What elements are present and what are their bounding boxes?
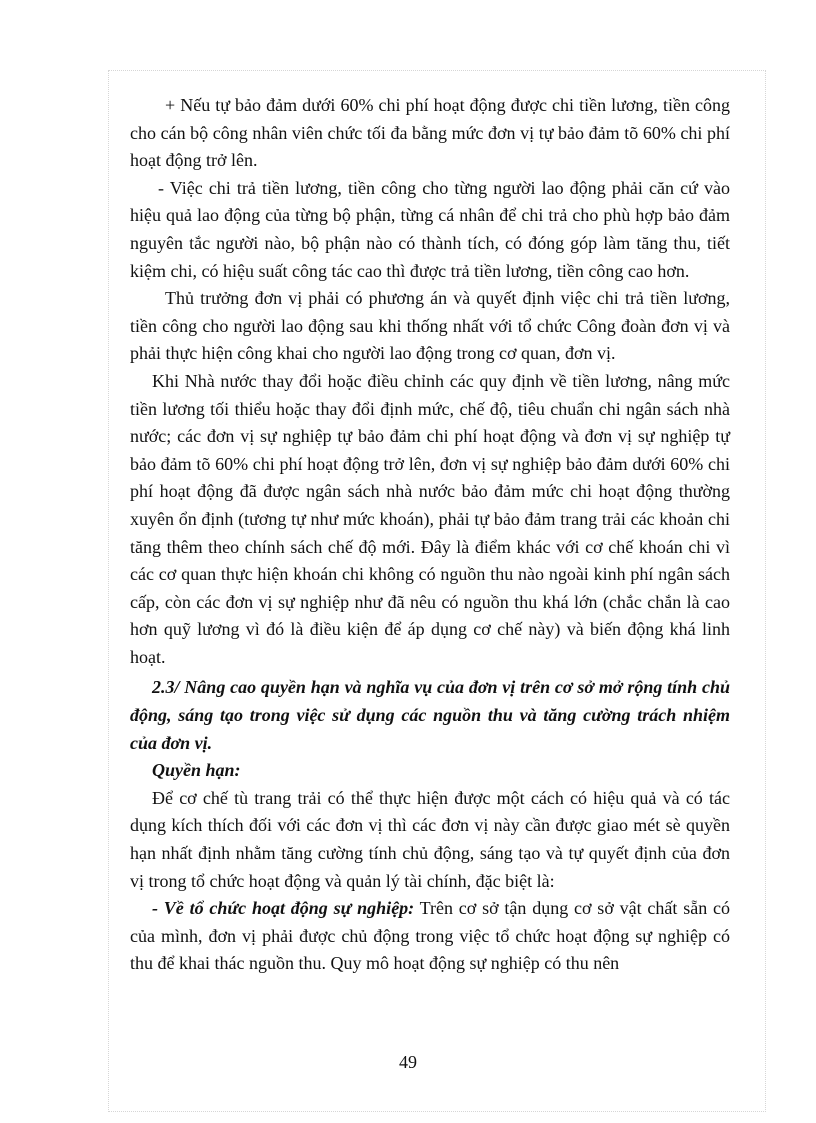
document-page — [130, 92, 730, 978]
operations-lead: - Về tổ chức hoạt động sự nghiệp: — [152, 898, 415, 919]
subheading-rights: Quyền hạn: — [152, 760, 241, 781]
paragraph-head-of-unit: Thủ trưởng đơn vị phải có phương án và quyết định việc chi trả tiền lương, tiền công cho người lao động sau khi thống nhất với tổ chức Công đoàn đơn vị và phải thực hiện công khai cho người lao động trong cơ quan, đơn vị. — [130, 288, 730, 364]
page-number: 49 — [399, 1052, 417, 1072]
operations-text: Trên cơ sở tận dụng cơ sở vật chất sẵn có của mình, đơn vị phải được chủ động trong việc tổ chức hoạt động sự nghiệp có thu để khai thác nguồn thu. Quy mô hoạt động sự nghiệp có thu nên — [130, 898, 730, 974]
paragraph-salary-payment: - Việc chi trả tiền lương, tiền công cho từng người lao động phải căn cứ vào hiệu quả lao động của từng bộ phận, từng cá nhân để chi trả cho phù hợp bảo đảm nguyên tắc người nào, bộ phận nào có thành tích, có đóng góp làm tăng thu, tiết kiệm chi, có hiệu suất công tác cao thì được trả tiền lương, tiền công cao hơn. — [130, 177, 730, 281]
section-heading: 2.3/ Nâng cao quyền hạn và nghĩa vụ của đơn vị trên cơ sở mở rộng tính chủ động, sáng tạo trong việc sử dụng các nguồn thu và tăng cường trách nhiệm của đơn vị. — [130, 677, 730, 753]
paragraph-salary-under-60: + Nếu tự bảo đảm dưới 60% chi phí hoạt động được chi tiền lương, tiền công cho cán bộ công nhân viên chức tối đa bằng mức đơn vị tự bảo đảm tõ 60% chi phí hoạt động trở lên. — [130, 95, 730, 171]
paragraph-rights: Để cơ chế tù trang trải có thể thực hiện được một cách có hiệu quả và có tác dụng kích thích đối với các đơn vị thì các đơn vị này cần được giao mét sè quyền hạn nhất định nhằm tăng cường tính chủ động, sáng tạo và tự quyết định của đơn vị trong tổ chức hoạt động và quản lý tài chính, đặc biệt là: — [130, 787, 730, 891]
paragraph-operations — [130, 895, 730, 978]
paragraph-state-changes: Khi Nhà nước thay đổi hoặc điều chỉnh các quy định về tiền lương, nâng mức tiền lương tối thiểu hoặc thay đổi định mức, chế độ, tiêu chuẩn chi ngân sách nhà nước; các đơn vị sự nghiệp tự bảo đảm chi phí hoạt động và đơn vị sự nghiệp tự bảo đảm tõ 60% chi phí hoạt động trở lên, đơn vị sự nghiệp bảo đảm dưới 60% chi phí hoạt động đã được ngân sách nhà nước bảo đảm mức chi hoạt động thường xuyên ổn định (tương tự như mức khoán), phải tự bảo đảm trang trải các khoản chi tăng thêm theo chính sách chế độ mới. Đây là điểm khác với cơ chế khoán chi vì các cơ quan thực hiện khoán chi không có nguồn thu nào ngoài kinh phí ngân sách cấp, còn các đơn vị sự nghiệp như đã nêu có nguồn thu khá lớn (chắc chắn là cao hơn quỹ lương vì đó là điều kiện để áp dụng cơ chế này) và biến động khá linh hoạt. — [130, 370, 730, 667]
